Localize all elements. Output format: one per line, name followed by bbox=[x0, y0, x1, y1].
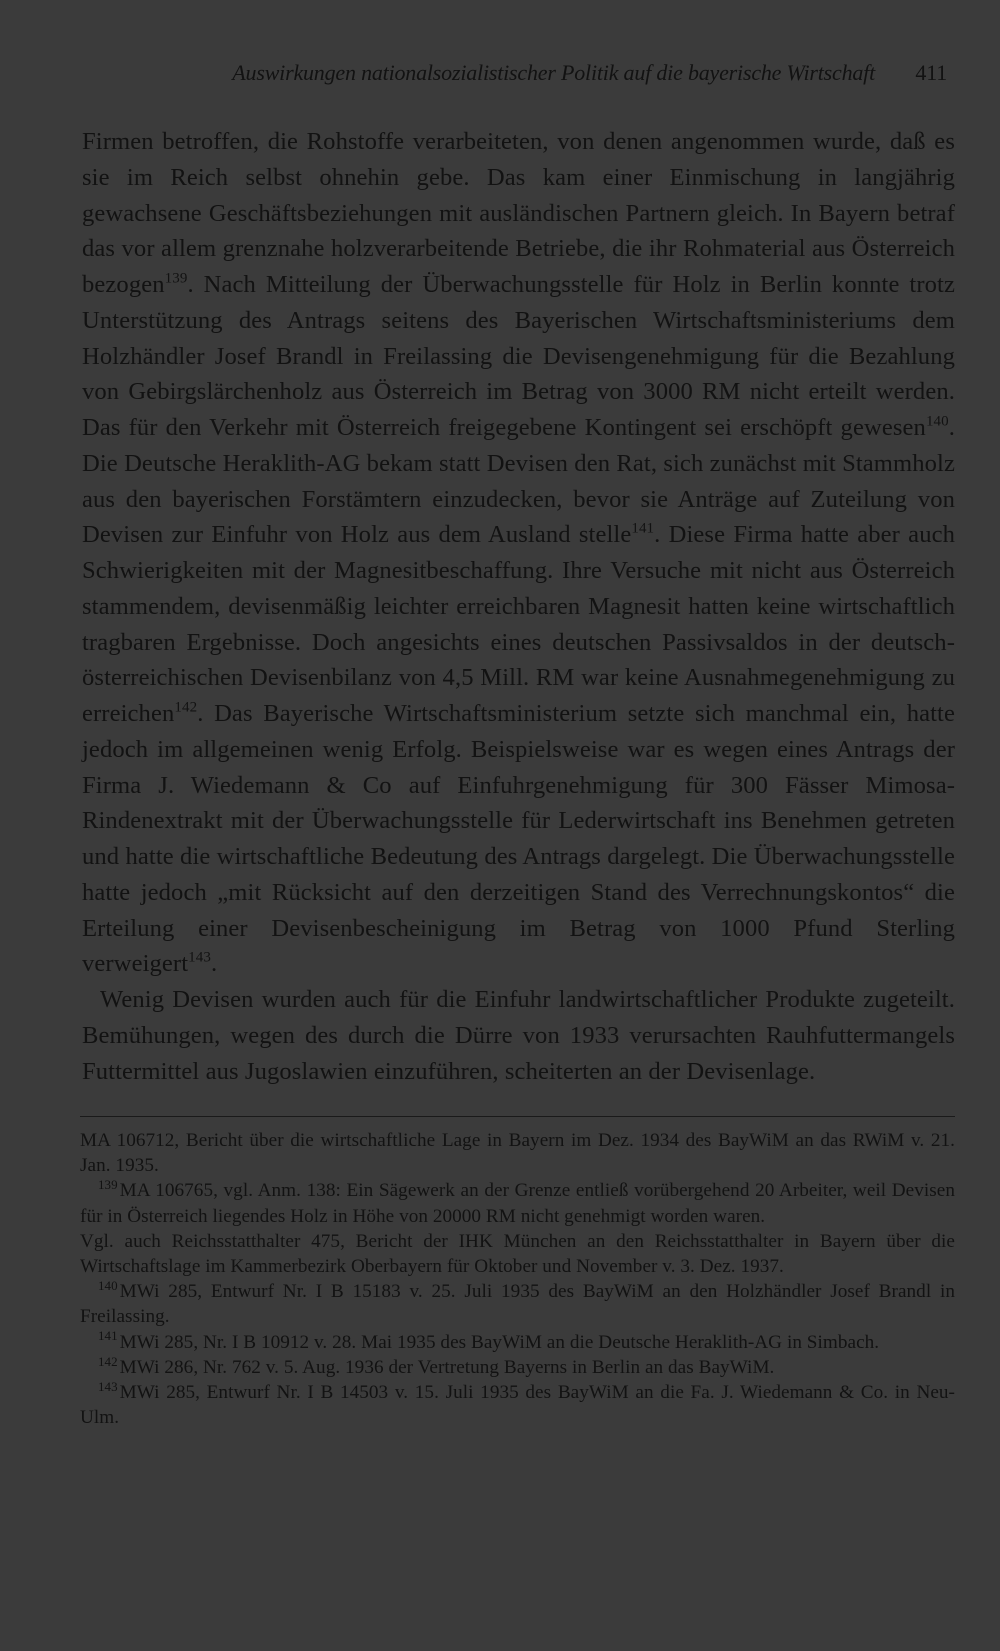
footnote-number: 139 bbox=[98, 1177, 118, 1193]
footnote-continuation: MA 106712, Bericht über die wirtschaftliche Lage in Bayern im Dez. 1934 des BayWiM an das RWiM v. 21. Jan. 1935. bbox=[80, 1130, 955, 1177]
footnote-text: MWi 285, Entwurf Nr. I B 14503 v. 15. Juli 1935 des BayWiM an die Fa. J. Wiedemann & Co. in Neu-Ulm. bbox=[80, 1382, 955, 1429]
footnote-ref-139: 139 bbox=[164, 270, 188, 287]
footnotes bbox=[80, 1128, 955, 1430]
footnote-143 bbox=[80, 1380, 955, 1430]
text-run: . bbox=[210, 950, 218, 978]
text-run: . Diese Firma hatte aber auch Schwierigkeiten mit der Magnesitbeschaffung. Ihre Versuche mit nicht aus Österreich stammendem, devisenmäßig leichter erreichbaren Magnesit hatten keine wirtschaftlich tragbaren Ergebnisse. Doch angesichts eines deutschen Passivsaldos in der deutsch-österreichischen Devisenbilanz von 4,5 Mill. RM war keine Ausnahmegenehmigung zu erreichen bbox=[82, 521, 955, 727]
text-run: . Die Deutsche Heraklith-AG bekam statt Devisen den Rat, sich zunächst mit Stammholz aus den bayerischen Forstämtern einzudecken, bevor sie Anträge auf Zuteilung von Devisen zur Einfuhr von Holz aus dem Ausland stelle bbox=[82, 414, 955, 549]
footnote-text: MWi 285, Entwurf Nr. I B 15183 v. 25. Juli 1935 des BayWiM an den Holzhändler Josef Brandl in Freilassing. bbox=[80, 1281, 955, 1328]
footnote-ref-143: 143 bbox=[188, 949, 211, 966]
footnote-ref-141: 141 bbox=[631, 520, 655, 537]
footnote-number: 141 bbox=[98, 1328, 118, 1344]
paragraph: Wenig Devisen wurden auch für die Einfuhr landwirtschaftlicher Produkte zugeteilt. Bemühungen, wegen des durch die Dürre von 1933 verursachten Rauhfuttermangels Futtermittel aus Jugoslawien einzuführen, scheiterten an der Devisenlage. bbox=[82, 986, 955, 1085]
footnote-141 bbox=[80, 1330, 955, 1355]
text-run: Firmen betroffen, die Rohstoffe verarbeiteten, von denen angenommen wurde, daß es sie im Reich selbst ohnehin gebe. Das kam einer Einmischung in langjährig gewachsene Geschäftsbeziehungen mit ausländischen Partnern gleich. In Bayern betraf das vor allem grenznahe holzverarbeitende Betriebe, die ihr Rohmaterial aus Österreich bezogen bbox=[82, 128, 955, 298]
footnote-139 bbox=[80, 1178, 955, 1228]
footnote-text: MA 106765, vgl. Anm. 138: Ein Sägewerk an der Grenze entließ vorübergehend 20 Arbeiter, weil Devisen für in Österreich liegendes Holz in Höhe von 20000 RM nicht genehmigt worden waren. bbox=[80, 1180, 955, 1227]
footnote-text: MWi 286, Nr. 762 v. 5. Aug. 1936 der Vertretung Bayerns in Berlin an das BayWiM. bbox=[119, 1356, 775, 1378]
footnote-142 bbox=[80, 1355, 955, 1380]
footnote-ref-142: 142 bbox=[174, 699, 198, 716]
footnote-number: 143 bbox=[98, 1378, 118, 1394]
main-text bbox=[82, 124, 955, 1089]
page-number: 411 bbox=[915, 60, 947, 85]
page-header bbox=[82, 56, 955, 96]
text-run: . Nach Mitteilung der Überwachungsstelle für Holz in Berlin konnte trotz Unterstützung des Antrags seitens des Bayerischen Wirtschaftsministeriums dem Holzhändler Josef Brandl in Freilassing die Devisengenehmigung für die Bezahlung von Gebirgslärchenholz aus Österreich im Betrag von 3000 RM nicht erteilt werden. Das für den Verkehr mit Österreich freigegebene Kontingent sei erschöpft gewesen bbox=[82, 271, 955, 441]
footnote-139-extra: Vgl. auch Reichsstatthalter 475, Bericht der IHK München an den Reichsstatthalter in Bayern über die Wirtschaftslage im Kammerbezirk Oberbayern für Oktober und November v. 3. Dez. 1937. bbox=[80, 1230, 955, 1278]
paragraph bbox=[82, 124, 955, 982]
footnote-number: 142 bbox=[98, 1353, 118, 1369]
footnote-140 bbox=[80, 1279, 955, 1329]
footnote-ref-140: 140 bbox=[925, 413, 949, 430]
running-title: Auswirkungen nationalsozialistischer Politik auf die bayerische Wirtschaft bbox=[232, 60, 875, 85]
footnote-number: 140 bbox=[98, 1278, 118, 1294]
footnote-text: MWi 285, Nr. I B 10912 v. 28. Mai 1935 des BayWiM an die Deutsche Heraklith-AG in Simbach. bbox=[119, 1331, 880, 1353]
text-run: . Das Bayerische Wirtschaftsministerium setzte sich manchmal ein, hatte jedoch im allgemeinen wenig Erfolg. Beispielsweise war es wegen eines Antrags der Firma J. Wiedemann & Co auf Einfuhrgenehmigung für 300 Fässer Mimosa-Rindenextrakt mit der Überwachungsstelle für Lederwirtschaft ins Benehmen getreten und hatte die wirtschaftliche Bedeutung des Antrags dargelegt. Die Überwachungsstelle hatte jedoch „mit Rücksicht auf den derzeitigen Stand des Verrechnungskontos“ die Erteilung einer Devisenbescheinigung im Betrag von 1000 Pfund Sterling verweigert bbox=[82, 700, 955, 978]
footnote-divider bbox=[80, 1116, 955, 1117]
